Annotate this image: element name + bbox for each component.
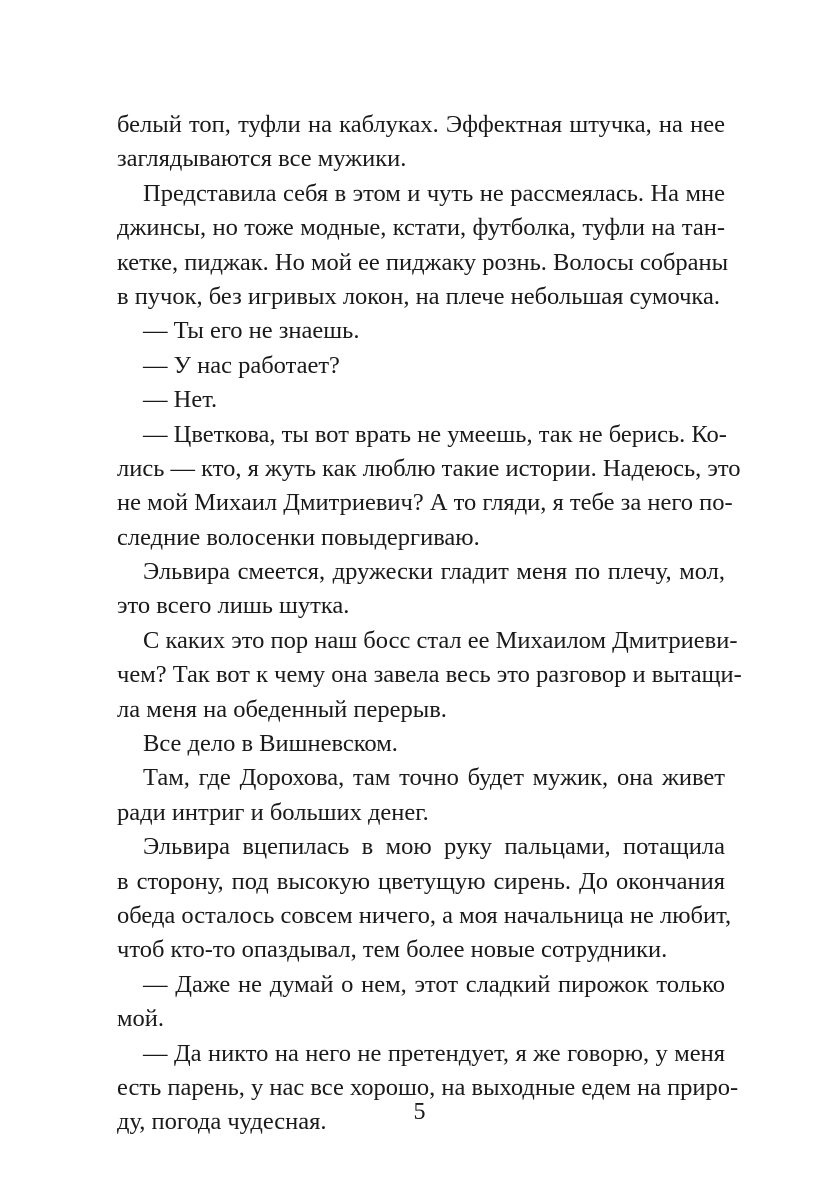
text-line: Эльвира вцепилась в мою руку пальцами, потащила <box>143 833 725 861</box>
text-line: ради интриг и больших денег. <box>117 798 429 826</box>
text-line: белый топ, туфли на каблуках. Эффектная штучка, на нее <box>117 111 725 138</box>
dialogue-line: — Даже не думай о нем, этот сладкий пирожок только <box>143 970 725 998</box>
text-line: чтоб кто-то опаздывал, тем более новые сотрудники. <box>117 936 668 964</box>
dialogue-line: — Да никто на него не претендует, я же говорю, у меня <box>143 1039 725 1067</box>
text-line: Эльвира смеется, дружески гладит меня по плечу, мол, <box>143 558 725 586</box>
text-line: джинсы, но тоже модные, кстати, футболка, туфли на тан- <box>117 214 725 242</box>
text-line: есть парень, у нас все хорошо, на выходные едем на приро- <box>117 1073 739 1101</box>
text-line: мой. <box>117 1005 164 1033</box>
text-line: С каких это пор наш босс стал ее Михаилом Дмитриеви- <box>143 626 738 654</box>
text-line: следние волосенки повыдергиваю. <box>117 523 480 551</box>
text-line: не мой Михаил Дмитриевич? А то гляди, я тебе за него по- <box>117 489 733 517</box>
text-line: заглядываются все мужики. <box>117 145 407 173</box>
text-line: в пучок, без игривых локон, на плече небольшая сумочка. <box>117 282 720 310</box>
text-line: Представила себя в этом и чуть не рассмеялась. На мне <box>143 179 725 207</box>
dialogue-line: — Цветкова, ты вот врать не умеешь, так не берись. Ко- <box>143 420 727 448</box>
dialogue-line: — Нет. <box>143 386 218 414</box>
text-line: это всего лишь шутка. <box>117 592 350 620</box>
dialogue-line: — У нас работает? <box>143 351 340 379</box>
text-line: кетке, пиджак. Но мой ее пиджаку рознь. Волосы собраны <box>117 248 729 276</box>
page-number: 5 <box>413 1099 426 1125</box>
text-line: в сторону, под высокую цветущую сирень. До окончания <box>117 867 725 895</box>
text-line: ду, погода чудесная. <box>117 1108 327 1136</box>
text-line: лись — кто, я жуть как люблю такие истории. Надеюсь, это <box>117 454 741 482</box>
text-line: Все дело в Вишневском. <box>143 730 398 758</box>
text-line: ла меня на обеденный перерыв. <box>117 695 447 723</box>
text-line: чем? Так вот к чему она завела весь это разговор и вытащи- <box>117 661 742 689</box>
text-line: обеда осталось совсем ничего, а моя начальница не любит, <box>117 901 732 929</box>
text-line: Там, где Дорохова, там точно будет мужик, она живет <box>143 764 725 792</box>
body-text <box>117 108 742 1140</box>
dialogue-line: — Ты его не знаешь. <box>143 317 360 345</box>
